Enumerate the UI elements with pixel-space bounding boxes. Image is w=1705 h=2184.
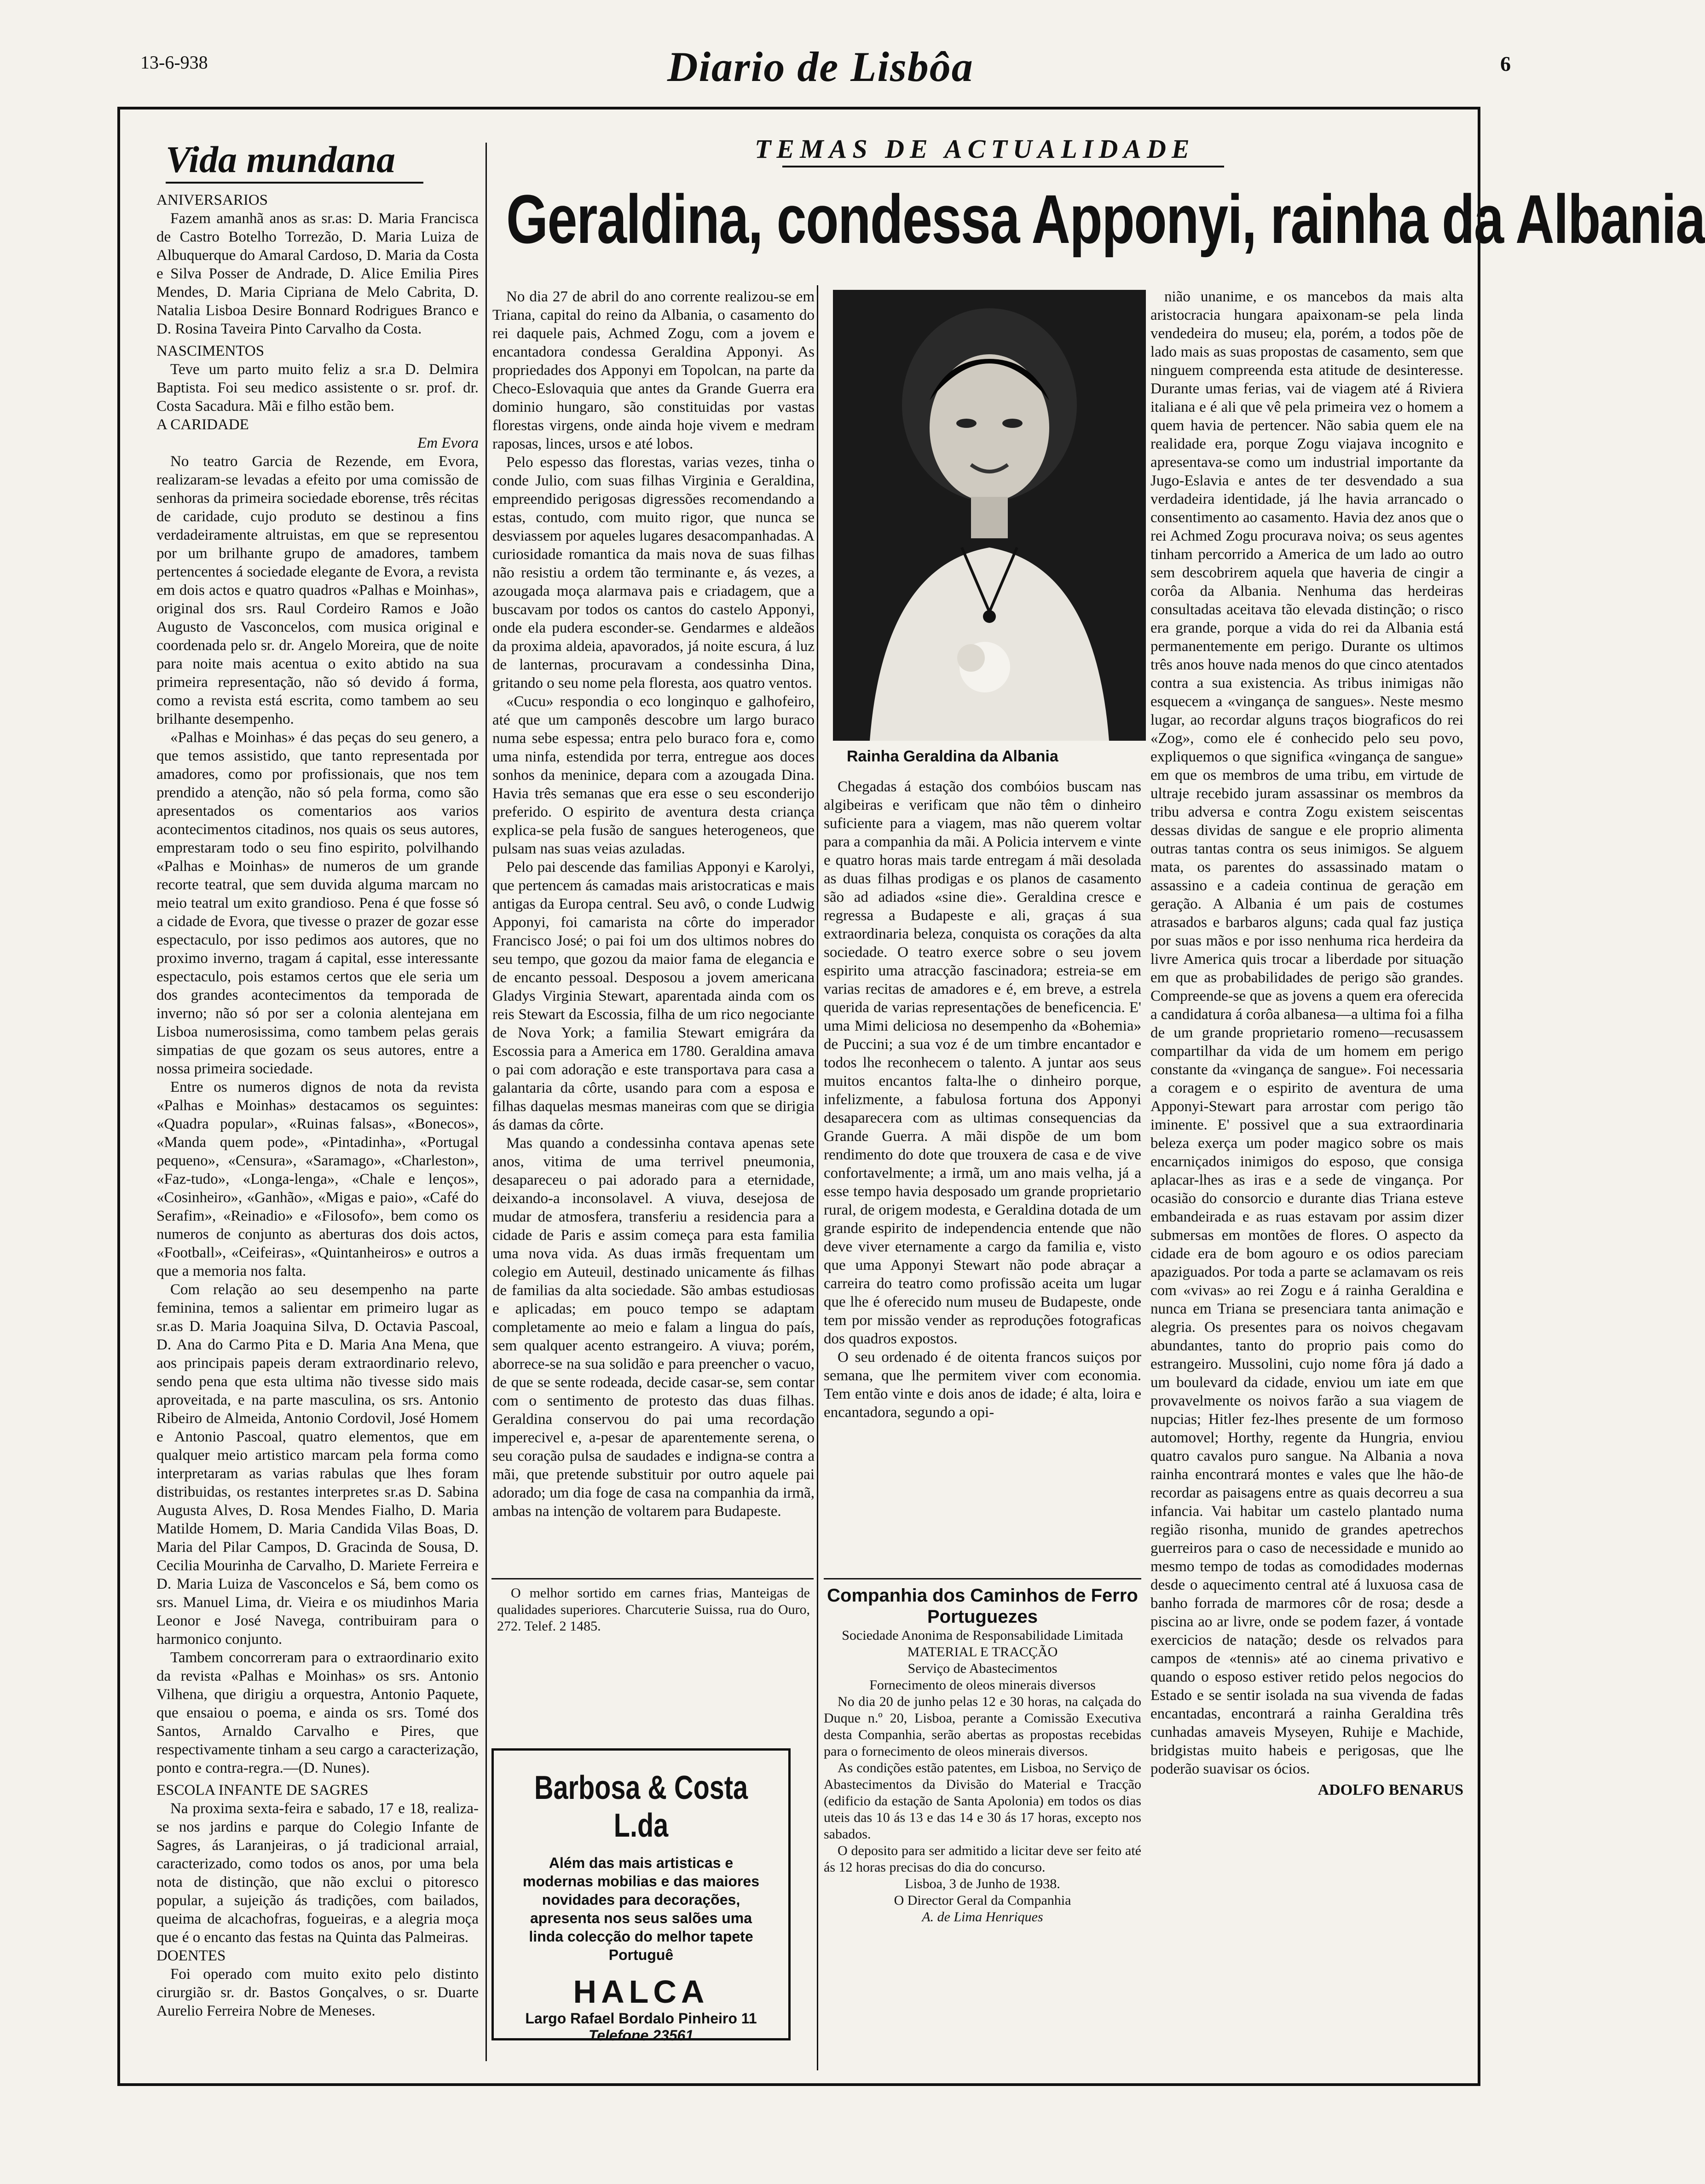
section-title: TEMAS DE ACTUALIDADE [755, 134, 1195, 164]
escola-heading: ESCOLA INFANTE DE SAGRES [156, 1782, 369, 1798]
caridade-paragraph-3: Entre os numeros dignos de nota da revista «Palhas e Moinhas» destacamos os seguintes: «Quadra popular», «Ruinas falsas», «Bonecos», «Manda quem pode», «Pintadinha», «Portugal pequeno», «Censura», «Saramago», «Charleston», «Faz-tudo», «Longa-lenga», «Chale e lenços», «Cosinheiro», «Ganhão», «Migas e paio», «Café do Serafim», «Reinadio» e «Filosofo», bem como os numeros de conjunto as aberturas dos dois actos, «Football», «Ceifeiras», «Quintanheiros» e outros a que a memoria nos falta. [156, 1079, 479, 1279]
article-paragraph: Chegadas á estação dos combóios buscam nas algibeiras e verificam que não têm o dinheiro suficiente para a viagem, mas não querem voltar para a companhia da mãi. A Policia intervem e vinte e quatro horas mais tarde entregam á mãi desolada as duas filhas prodigas e os planos de casamento são ad adiados «sine die». Geraldina cresce e regressa a Budapeste e ali, graças á sua extraordinaria beleza, conquista os corações da alta sociedade. O teatro exerce sobre o seu jovem espirito uma atracção fascinadora; estreia-se em varias recitas de amadores e é, em breve, a estrela querida de varias representações de beneficencia. E' uma Mimi deliciosa no desempenho da «Bohemia» de Puccini; a sua voz é de um timbre encantador e todos lhe reconhecem o talento. A juntar aos seus muitos encantos falta-lhe o dinheiro porque, infelizmente, a fabulosa fortuna dos Apponyi desaparecera com as ultimas consequencias da Grande Guerra. A mãi dispõe de um bom rendimento do dote que trouxera de casa e de vive confortavelmente; a irmã, um ano mais velha, já a esse tempo havia desposado um grande proprietario rural, de origem modesta, e Geraldina dotada de um grande espirito de independencia entende que não deve viver eternamente a cargo da familia e, visto que uma Apponyi Stewart não pode abraçar a carreira do teatro como profissão aceita um lugar que lhe é oferecido num museu de Budapeste, onde tem por missão vender as reproduções fotograficas dos quadros expostos. [824, 778, 1141, 1347]
escola-text: Na proxima sexta-feira e sabado, 17 e 18, realiza-se nos jardins e parque do Colegio Infante de Sagres, ás Laranjeiras, o já tradicional arraial, caracterizado, como todos os anos, por uma bela nota de distinção, que não exclui o pitoresco popular, a sujeição ás tradições, com bailados, queima de alcachofras, fogueiras, e a alegria moça que é o encanto das festas na Quinta das Palmeiras. [156, 1800, 479, 1946]
notice-title: Companhia dos Caminhos de Ferro Portuguezes [827, 1585, 1138, 1627]
nascimentos-text: Teve um parto muito feliz a sr.a D. Delmira Baptista. Foi seu medico assistente o sr. prof. dr. Costa Sacadura. Mãi e filho estão bem. [156, 361, 479, 415]
ad-address: Largo Rafael Bordalo Pinheiro 11 [525, 2010, 757, 2027]
article-column-3 [1150, 288, 1463, 1799]
page-number: 6 [1500, 52, 1511, 75]
caridade-place: Em Evora [417, 435, 479, 451]
ad-brand-logo: HALCA [573, 1974, 709, 2010]
notice-signer: A. de Lima Henriques [922, 1909, 1043, 1925]
doentes-text: Foi operado com muito exito pelo distinto cirurgião sr. dr. Bastos Gonçalves, o sr. Duarte Aurelio Ferreira Nobre de Meneses. [156, 1966, 479, 2019]
ad-rule [491, 1578, 814, 1579]
vida-title-underline [166, 182, 423, 184]
notice-service: Serviço de Abastecimentos [907, 1661, 1058, 1676]
article-paragraph: «Cucu» respondia o eco longinquo e galhofeiro, até que um camponês descobre um largo buraco numa sebe espessa; entra pelo buraco fora e, como uma ninfa, estendida por terra, entregue aos doces sonhos da meninice, depara com a azougada Dina. Havia três semanas que era esse o seu esconderijo preferido. O espirito de aventura desta criança explica-se pela fusão de sangues heterogeneos, que pulsam nas suas veias azuladas. [492, 693, 815, 857]
article-paragraph: Pelo pai descende das familias Apponyi e Karolyi, que pertencem ás camadas mais aristocraticas e mais antigas da Europa central. Seu avô, o conde Ludwig Apponyi, foi camarista na côrte do imperador Francisco José; o pai foi um dos ultimos nobres do seu tempo, que gozou da maior fama de elegancia e de encanto pessoal. Desposou a jovem americana Gladys Virginia Stewart, aparentada ainda com os reis Stewart da Escossia, filha de um rico negociante de Nova York; a familia Stewart emigrára da Escossia para a America em 1780. Geraldina amava o pai com adoração e este transportava para casa a galantaria da côrte, usando para com a esposa e filhas daquelas mesmas maneiras com que se dirigia ás damas da côrte. [492, 859, 815, 1133]
notice-supply: Fornecimento de oleos minerais diversos [869, 1677, 1096, 1693]
charcuterie-ad [497, 1585, 810, 1635]
column-rule-1 [485, 143, 487, 2061]
ad-phone: Telefone 23561 [588, 2027, 694, 2044]
article-paragraph: Mas quando a condessinha contava apenas sete anos, vitima de uma terrivel pneumonia, desapareceu o pai adorado para a eternidade, deixando-a inconsolavel. A viuva, desejosa de mudar de atmosfera, transferiu a residencia para a cidade de Paris e assim começa para esta familia uma nova vida. As duas irmãs frequentam um colegio em Auteuil, destinado unicamente ás filhas de familias da alta sociedade. São ambas estudiosas e aplicadas; em pouco tempo se adaptam completamente ao meio e falam a lingua do país, sem qualquer acento estrangeiro. A viuva; porém, aborrece-se na sua solidão e para preencher o vacuo, de que se sente rodeada, decide casar-se, sem contar com o sentimento de protesto das duas filhas. Geraldina conservou do pai uma recordação imperecivel e, a-pesar de aparentemente serena, o seu coração pulsa de saudades e indigna-se contra a mãi, que pretende substituir por outro aquele pai adorado; um dia foge de casa na companhia da irmã, ambas na intenção de voltarem para Budapeste. [492, 1135, 815, 1520]
notice-signer-title: O Director Geral da Companhia [894, 1893, 1071, 1908]
photo-caption: Rainha Geraldina da Albania [847, 748, 1058, 765]
ad-company-name: Barbosa & Costa L.da [534, 1769, 748, 1844]
article-paragraph: Pelo espesso das florestas, varias vezes, tinha o conde Julio, com suas filhas Virginia e Geraldina, empreendido perigosas digressões recomendando a estas, contudo, com muito rigor, que nunca se desviassem por aqueles lugares desacompanhadas. A curiosidade romantica da mais nova de suas filhas não resistiu a ordem tão terminante e, ás vezes, a azougada moça alarmava pais e criadagem, que a buscavam por todos os cantos do castelo Apponyi, onde ela pudera esconder-se. Gendarmes e aldeãos da proxima aldeia, apavorados, já noite escura, á luz de lanternas, procuravam a condessinha Dina, gritando o seu nome pela floresta, aos quatro ventos. [492, 454, 815, 692]
notice-paragraph-2: As condições estão patentes, em Lisboa, no Serviço de Abastecimentos da Divisão do Material e Tracção (edificio da estação de Santa Apolonia) em todos os dias uteis das 10 ás 13 e das 14 e 30 ás 17 horas, excepto nos sabados. [824, 1760, 1141, 1842]
article-column-1 [492, 288, 815, 1521]
caridade-paragraph-1: No teatro Garcia de Rezende, em Evora, realizaram-se levadas a efeito por uma comissão de senhoras da primeira sociedade eborense, três récitas de caridade, cujo produto se destinou a fins verdadeiramente altruistas, em que se representou por um brilhante grupo de amadores, tambem pertencentes á sociedade elegante de Evora, a revista em dois actos e quatro quadros «Palhas e Moinhas», original dos srs. Raul Cordeiro Ramos e João Augusto de Vasconcelos, com musica original e coordenada pelo sr. dr. Angelo Moreira, que de noite para noite mais acentua o exito abtido na sua primeira representação, não só devido á forma, como a revista está escrita, como tambem ao seu brilhante desempenho. [156, 453, 479, 727]
notice-paragraph-3: O deposito para ser admitido a licitar deve ser feito até ás 12 horas precisas do dia do concurso. [824, 1843, 1141, 1875]
notice-date: Lisboa, 3 de Junho de 1938. [905, 1876, 1060, 1891]
vida-mundana-column [156, 191, 479, 2020]
caridade-paragraph-5: Tambem concorreram para o extraordinario exito da revista «Palhas e Moinhas» os srs. Antonio Vilhena, que dirigiu a orquestra, Antonio Paquete, que ensaiou o poema, e ainda os srs. Tomé dos Santos, Arnaldo Carvalho e Pires, que respectivamente tinham a seu cargo a caracterização, ponto e contra-regra.—(D. Nunes). [156, 1649, 479, 1776]
section-underline [782, 166, 1224, 167]
charcuterie-ad-text: O melhor sortido em carnes frias, Manteigas de qualidades superiores. Charcuterie Suissa, rua do Ouro, 272. Telef. 2 1485. [497, 1585, 810, 1634]
caridade-paragraph-2: «Palhas e Moinhas» é das peças do seu genero, a que temos assistido, que tanto representada por amadores, como por profissionais, que nos tem prendido a atenção, não só pela forma, como são apresentados os comentarios aos varios acontecimentos citadinos, nos quais os seus autores, emprestaram todo o seu fino espirito, polvilhando «Palhas e Moinhas» de numeros de um grande recorte teatral, que sem duvida alguma marcam no meio teatral um exito grandioso. Pena é que fosse só a cidade de Evora, que tivesse o prazer de gozar esse espectaculo, por isso pedimos aos autores, que no proximo inverno, tragam á capital, esse interessante espectaculo, pois estamos certos que ele seria um dos grandes acontecimentos da temporada de inverno; não só por ser a colonia alentejana em Lisboa numerosissima, como tambem pelas gerais simpatias de que gozam os seus autores, entre a nossa primeira sociedade. [156, 729, 479, 1077]
doentes-heading: DOENTES [156, 1948, 226, 1964]
article-column-2 [824, 778, 1141, 1422]
article-author: ADOLFO BENARUS [1318, 1781, 1463, 1798]
ad-text: Além das mais artisticas e modernas mobilias e das maiores novidades para decorações, apresenta nos seus salões uma linda colecção do melhor tapete Portuguê [523, 1855, 759, 1963]
article-paragraph: nião unanime, e os mancebos da mais alta aristocracia hungara apaixonam-se pela linda vendedeira do museu; ela, porém, a todos põe de lado mais as suas propostas de casamento, sem que ninguem compreenda esta atitude de desinteresse. Durante umas ferias, vai de viagem até á Riviera italiana e é ali que vê pela primeira vez o homem a quem havia de pertencer. Não sabia quem ele na realidade era, porque Zogu viajava incognito e apresentava-se como um industrial importante da Jugo-Eslavia e antes de ter desvendado a sua verdadeira identidade, já lhe havia arrancado o consentimento ao casamento. Havia dez anos que o rei Achmed Zogu procurava noiva; os seus agentes tinham percorrido a America de um lado ao outro sem descobrirem aquela que haveria de cingir a corôa da Albania. Nenhuma das herdeiras consultadas aceitava tão elevada distinção; o risco era grande, porque a vida do rei da Albania está permanentemente em perigo. Durante os ultimos três anos houve nada menos do que cinco atentados contra a sua existencia. As tribus inimigas não esquecem a «vingança de sangues». Neste mesmo lugar, ao recordar alguns traços biograficos do rei «Zog», como ele é conhecido pelo seu povo, expliquemos o que significa «vingança de sangue» em que os membros de uma tribu, em virtude de ultraje recebido juram assassinar os membros da tribu adversa e contra Zogu existem seiscentas dessas dividas de sangue e ele proprio alimenta outras tantas contra os seus inimigos. Se alguem mata, os parentes do assassinado matam o assassino e a cadeia continua de geração em geração. A Albania é um pais de costumes atrasados e barbaros alguns; cada qual faz justiça por suas mãos e por isso nenhuma rica herdeira da livre America quis trocar a liberdade por situação em que as probabilidades de perigo são grandes. Compreende-se que as jovens a quem era oferecida a candidatura á corôa albanesa—a ultima foi a filha de um grande proprietario romeno—recusassem compartilhar da vida de um homem em perigo constante da «vingança de sangue». Foi necessaria a coragem e o espirito de aventura de uma Apponyi-Stewart para arrostar com perigo tão iminente. E' possivel que a sua extraordinaria beleza exerça um poder magico sobre os mais encarniçados inimigos do esposo, que consiga aplacar-lhes as iras e a sede de vingança. Por ocasião do consorcio e durante dias Triana esteve embandeirada e as ruas estavam por assim dizer submersas em montões de flores. O aspecto da cidade era de bom agouro e os odios pareciam apaziguados. Por toda a parte se aclamavam os reis com «vivas» ao rei Zogu e á rainha Geraldina e nunca em Triana se presenciara tanta animação e alegria. Os presentes para os noivos chegavam abundantes, tanto do proprio pais como do estrangeiro. Mussolini, cujo nome fôra já dado a um boulevard da cidade, enviou um iate em que provavelmente os noivos farão a sua viagem de nupcias; Hitler fez-lhes presente de um formoso automovel; Horthy, regente da Hungria, enviou quatro cavalos puro sangue. Na Albania a nova rainha encontrará montes e vales que lhe hão-de recordar as paisagens entre as quais decorreu a sua infancia. Vai habitar um castelo plantado numa região risonha, munido de grandes apetrechos guerreiros para o caso de necessidade e munido ao mesmo tempo de todas as comodidades modernas desde o aquecimento central até á luxuosa casa de banho forrada de marmores côr de rosa; desde a piscina ao ar livre, onde se podem fazer, á vontade exercicios de natação; desde os relvados para campos de «tennis» até ao cinema privativo e quando o esposo estiver retido pelos negocios do Estado e se sentir isolada na sua vivenda de fadas encantadas, encontrará a rainha Geraldina três cunhadas amaveis Myseyen, Ruhije e Machide, bridgistas muito habeis e perigosas, que lhe poderão suavisar os ócios. [1150, 288, 1463, 1777]
queen-portrait-photo [833, 290, 1146, 741]
aniversarios-heading: ANIVERSARIOS [156, 192, 268, 208]
vida-mundana-title: Vida mundana [166, 138, 396, 180]
cp-rule [824, 1578, 1141, 1579]
article-headline: Geraldina, condessa Apponyi, rainha da Albania [506, 180, 1705, 258]
issue-date: 13-6-938 [140, 52, 208, 73]
aniversarios-text: Fazem amanhã anos as sr.as: D. Maria Francisca de Castro Botelho Torrezão, D. Maria Luiza de Albuquerque do Amaral Cardoso, D. Maria da Costa e Silva Posser de Andrade, D. Alice Emilia Pires Mendes, D. Maria Cipriana de Melo Cabrita, D. Natalia Lisboa Desire Bonnard Rodrigues Branco e D. Rosina Taveira Pinto Carvalho da Costa. [156, 210, 479, 337]
masthead: Diario de Lisbôa [667, 43, 974, 90]
portrait-illustration [833, 290, 1146, 741]
companhia-notice [824, 1585, 1141, 1925]
article-paragraph: O seu ordenado é de oitenta francos suiços por semana, que lhe permitem viver com economia. Tem então vinte e dois anos de idade; é alta, loira e encantadora, segundo a opi- [824, 1349, 1141, 1421]
nascimentos-heading: NASCIMENTOS [156, 343, 265, 359]
notice-subtitle: Sociedade Anonima de Responsabilidade Limitada [842, 1628, 1123, 1643]
notice-department: MATERIAL E TRACÇÃO [907, 1644, 1058, 1660]
barbosa-costa-ad [491, 1748, 791, 2044]
column-rule-2 [817, 285, 818, 2070]
caridade-paragraph-4: Com relação ao seu desempenho na parte feminina, temos a salientar em primeiro lugar as sr.as D. Maria Joaquina Silva, D. Octavia Pascoal, D. Ana do Carmo Pita e D. Maria Ana Mena, que aos principais papeis deram extraordinario relevo, sendo pena que esta ultima não tivesse sido mais aproveitada, e na parte masculina, os srs. Antonio Ribeiro de Almeida, Antonio Cordovil, José Homem e Antonio Pascoal, quatro elementos, que em qualquer meio artistico marcam pela forma como interpretaram as varias rabulas que lhes foram distribuidas, os restantes interpretes sr.as D. Sabina Augusta Alves, D. Rosa Mendes Fialho, D. Maria Matilde Homem, D. Maria Candida Vilas Boas, D. Maria del Pilar Campos, D. Gracinda de Sousa, D. Cecilia Mourinha de Carvalho, D. Mariete Ferreira e D. Maria Luiza de Vasconcelos e Sá, bem como os srs. Manuel Lima, dr. Vieira e os miudinhos Maria Leonor e José Navega, contribuiram para o harmonico conjunto. [156, 1281, 479, 1648]
notice-paragraph-1: No dia 20 de junho pelas 12 e 30 horas, na calçada do Duque n.º 20, Lisboa, perante a Comissão Executiva desta Companhia, serão abertas as propostas recebidas para o fornecimento de oleos minerais diversos. [824, 1694, 1141, 1759]
article-paragraph: No dia 27 de abril do ano corrente realizou-se em Triana, capital do reino da Albania, o casamento do rei daquele pais, Achmed Zogu, com a jovem e encantadora condessa Geraldina Apponyi. As propriedades dos Apponyi em Topolcan, na parte da Checo-Eslovaquia que antes da Grande Guerra era dominio hungaro, são constituidas por vastas florestas virgens, onde ainda hoje vivem e medram raposas, linces, ursos e até lobos. [492, 288, 815, 452]
caridade-heading: A CARIDADE [156, 416, 249, 433]
